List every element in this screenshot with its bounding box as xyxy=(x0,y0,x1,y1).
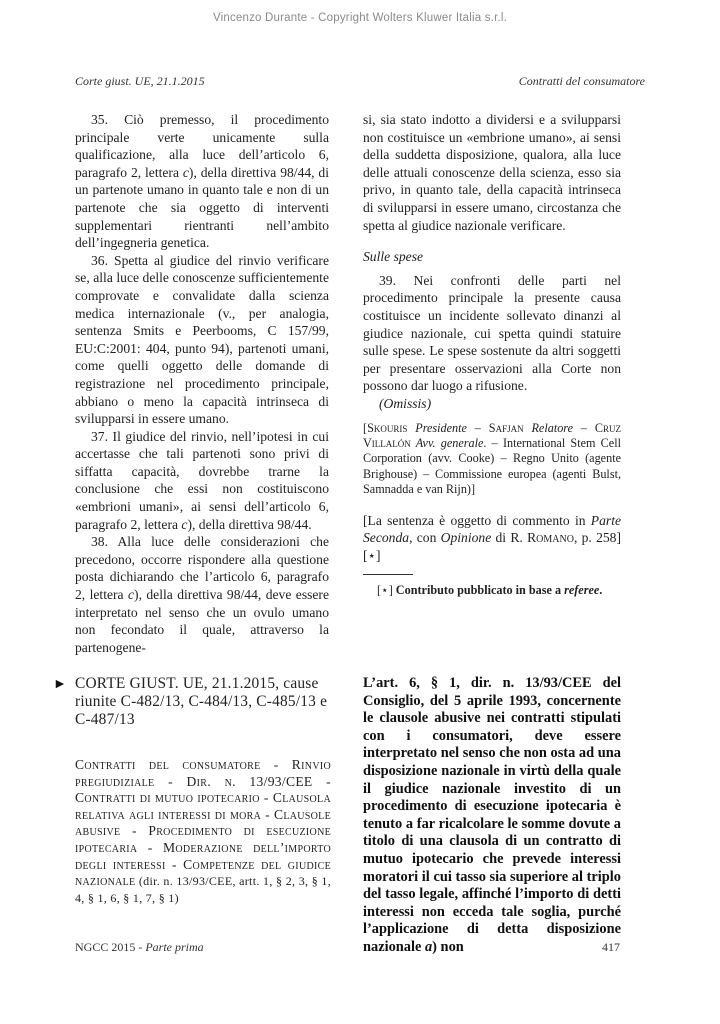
paragraph-39: 39. Nei confronti delle parti nel procedimento principale la presente causa costituisce un incidente sollevato dinanzi al giudice nazionale, cui spetta quindi statuire sulle spese. Le spese sostenute da altri soggetti per presentare osservazioni alla Corte non possono dar luogo a rifusione. xyxy=(363,272,621,394)
case-title: CORTE GIUST. UE, 21.1.2015, cause riunite C-482/13, C-484/13, C-485/13 e C-487/13 xyxy=(75,675,328,728)
right-column xyxy=(363,111,621,599)
commentary-note: [La sentenza è oggetto di commento in Parte Seconda, con Opinione di R. Romano, p. 258] [⋆] xyxy=(363,512,622,563)
paragraph-35: 35. Ciò premesso, il procedimento principale verte unicamente sulla qualificazione, alla luce dell’articolo 6, paragrafo 2, lettera c), della direttiva 98/44, di un partenote umano in quanto tale e non di un partenote che sia oggetto di interventi supplementari rientranti nell’ambito dell’ingegneria genetica. xyxy=(75,112,330,251)
copyright-notice: Vincenzo Durante - Copyright Wolters Kluwer Italia s.r.l. xyxy=(212,12,508,24)
court-composition: [Skouris Presidente – Safjan Relatore – Cruz Villalón Avv. generale. – International Stem Cell Corporation (avv. Cooke) – Regno Unito (agente Brighouse) – Commissione europea (agenti Bulst, Samnadda e van Rijn)] xyxy=(363,420,622,497)
case-keywords: Contratti del consumatore - Rinvio pregiudiziale - Dir. n. 13/93/CEE - Contratti di mutuo ipotecario - Clausola relativa agli interessi di mora - Clausole abusive - Procedimento di esecuzione ipotecaria - Moderazione dell’importo degli interessi - Competenze del giudice nazionale (dir. n. 13/93/CEE, artt. 1, § 2, 3, § 1, 4, § 1, 6, § 1, 7, § 1) xyxy=(75,757,331,905)
page-number: 417 xyxy=(602,940,620,954)
case-maxim: L’art. 6, § 1, dir. n. 13/93/CEE del Consiglio, del 5 aprile 1993, concernente le clausole abusive nei contratti stipulati con i consumatori, deve essere interpretato nel senso che non osta ad una disposizione nazionale in virtù della quale il giudice nazionale investito di un procedimento di esecuzione ipotecaria è tenuto a far ricalcolare le somme dovute a titolo di una clausola di un contratto di mutuo ipotecario che prevede interessi moratori il cui tasso sia superiore al triplo del tasso legale, affinché l’importo di detti interessi non ecceda tale soglia, purché l’applicazione di detta disposizione nazionale a) non xyxy=(363,675,621,955)
case-marker-icon: ► xyxy=(53,677,67,692)
footer-journal: NGCC 2015 - Parte prima xyxy=(75,940,204,954)
footnote-referee: [⋆] Contributo pubblicato in base a referee. xyxy=(377,583,603,598)
omissis: (Omissis) xyxy=(379,395,432,411)
left-column xyxy=(75,111,329,656)
running-head-left: Corte giust. UE, 21.1.2015 xyxy=(75,74,205,88)
footnote-rule xyxy=(363,574,413,575)
paragraph-38: 38. Alla luce delle considerazioni che precedono, occorre rispondere alla questione posta dichiarando che l’articolo 6, paragrafo 2, lettera c), della direttiva 98/44, deve essere interpretato nel senso che un ovulo umano non fecondato il quale, attraverso la partenogene- xyxy=(75,534,329,655)
paragraph-37: 37. Il giudice del rinvio, nell’ipotesi in cui accertasse che tali partenoti sono privi di siffatta capacità, dovrebbe trarne la conclusione che essi non costituiscono «embrioni umani», ai sensi dell’articolo 6, paragrafo 2, lettera c), della direttiva 98/44. xyxy=(75,428,329,532)
section-heading-spese: Sulle spese xyxy=(363,249,424,265)
running-head-right: Contratti del consumatore xyxy=(518,74,645,88)
paragraph-38-continuation: si, sia stato indotto a dividersi e a svilupparsi non costituisce un «embrione umano», ai sensi della suddetta disposizione, qualora, alla luce delle attuali conoscenze della scienza, esso sia privo, in quanto tale, della capacità intrinseca di svilupparsi in essere umano, circostanza che spetta al giudice nazionale verificare. xyxy=(363,112,621,233)
paragraph-36: 36. Spetta al giudice del rinvio verificare se, alla luce delle conoscenze sufficientemente comprovate e convalidate dalla scienza medica internazionale (v., per analogia, sentenza Smits e Peerbooms, C 157/99, EU:C:2001: 404, punto 94), partenoti umani, come quelli oggetto delle domande di registrazione nel procedimento principale, abbiano o meno la capacità intrinseca di svilupparsi in essere umano. xyxy=(75,252,329,427)
